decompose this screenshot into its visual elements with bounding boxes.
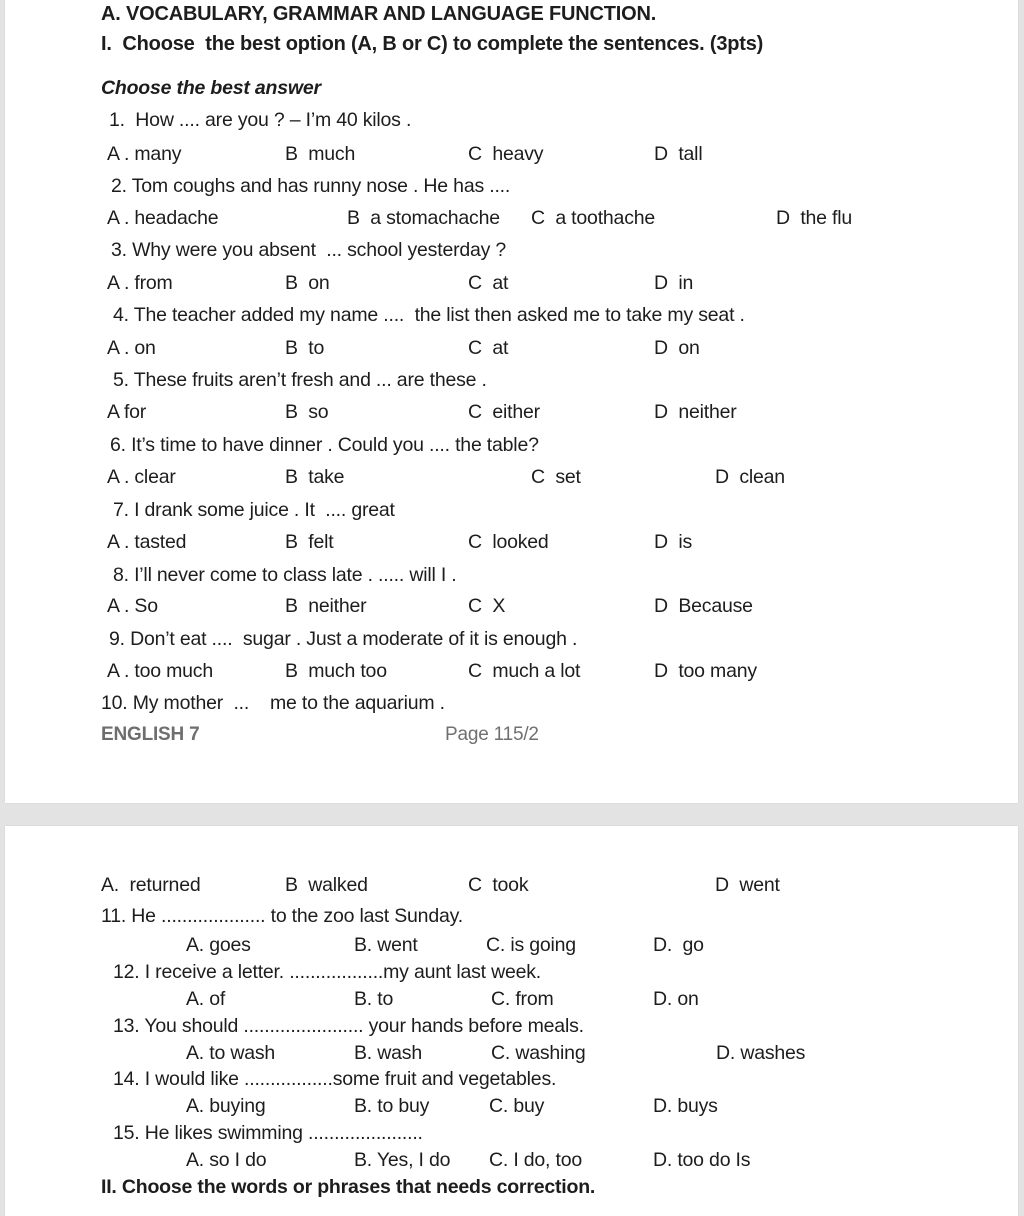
q3-option-c: C at: [468, 272, 509, 294]
q10-option-d: D went: [715, 874, 780, 896]
q13-option-b: B. wash: [354, 1042, 422, 1064]
q6-option-d: D clean: [715, 466, 785, 488]
q14-option-b: B. to buy: [354, 1095, 430, 1117]
q9-option-b: B much too: [285, 660, 387, 682]
q11-option-a: A. goes: [186, 934, 251, 956]
q5-option-b: B so: [285, 401, 329, 423]
q5-option-a: A for: [107, 401, 147, 423]
q2-option-d: D the flu: [776, 207, 853, 229]
q6-option-b: B take: [285, 466, 345, 488]
question-12: 12. I receive a letter. ..................my aunt last week.: [113, 961, 542, 983]
document-page-2: [5, 826, 1018, 1216]
question-13: 13. You should ....................... your hands before meals.: [113, 1015, 584, 1037]
q10-option-a: A. returned: [101, 874, 201, 896]
question-3: 3. Why were you absent ... school yesterday ?: [111, 239, 507, 261]
question-4: 4. The teacher added my name .... the list then asked me to take my seat .: [113, 304, 745, 326]
q4-option-d: D on: [654, 337, 700, 359]
q9-option-a: A . too much: [107, 660, 213, 682]
q4-option-b: B to: [285, 337, 325, 359]
q3-option-d: D in: [654, 272, 694, 294]
q15-option-c: C. I do, too: [489, 1149, 582, 1171]
q12-option-b: B. to: [354, 988, 394, 1010]
q8-option-d: D Because: [654, 595, 753, 617]
document-page-1: [5, 0, 1018, 803]
q1-option-c: C heavy: [468, 143, 544, 165]
question-14: 14. I would like .................some fruit and vegetables.: [113, 1068, 557, 1090]
q13-option-d: D. washes: [716, 1042, 806, 1064]
q11-option-b: B. went: [354, 934, 418, 956]
q7-option-b: B felt: [285, 531, 334, 553]
q4-option-a: A . on: [107, 337, 156, 359]
question-7: 7. I drank some juice . It .... great: [113, 499, 395, 521]
q7-option-a: A . tasted: [107, 531, 187, 553]
q1-option-b: B much: [285, 143, 356, 165]
question-11: 11. He .................... to the zoo last Sunday.: [101, 905, 463, 927]
section-title: A. VOCABULARY, GRAMMAR AND LANGUAGE FUNCTION.: [101, 3, 657, 25]
footer-subject: ENGLISH 7: [101, 724, 200, 745]
q11-option-c: C. is going: [486, 934, 576, 956]
question-1: 1. How .... are you ? – I’m 40 kilos .: [109, 109, 412, 131]
q8-option-c: C X: [468, 595, 506, 617]
q7-option-d: D is: [654, 531, 693, 553]
q14-option-d: D. buys: [653, 1095, 718, 1117]
q12-option-d: D. on: [653, 988, 699, 1010]
q14-option-c: C. buy: [489, 1095, 545, 1117]
q13-option-a: A. to wash: [186, 1042, 276, 1064]
q8-option-b: B neither: [285, 595, 367, 617]
q2-option-c: C a toothache: [531, 207, 656, 229]
question-2: 2. Tom coughs and has runny nose . He has ....: [111, 175, 511, 197]
footer-page-number: Page 115/2: [445, 724, 539, 745]
q2-option-b: B a stomachache: [347, 207, 500, 229]
question-15: 15. He likes swimming ......................: [113, 1122, 423, 1144]
q3-option-a: A . from: [107, 272, 173, 294]
q12-option-a: A. of: [186, 988, 226, 1010]
q3-option-b: B on: [285, 272, 330, 294]
q6-option-c: C set: [531, 466, 581, 488]
q5-option-d: D neither: [654, 401, 737, 423]
question-8: 8. I’ll never come to class late . ..... will I .: [113, 564, 457, 586]
q15-option-a: A. so I do: [186, 1149, 267, 1171]
q10-option-b: B walked: [285, 874, 368, 896]
q1-option-a: A . many: [107, 143, 182, 165]
q13-option-c: C. washing: [491, 1042, 586, 1064]
subheading: Choose the best answer: [101, 77, 321, 99]
question-10: 10. My mother ... me to the aquarium .: [101, 692, 445, 714]
q8-option-a: A . So: [107, 595, 158, 617]
q15-option-b: B. Yes, I do: [354, 1149, 451, 1171]
q1-option-d: D tall: [654, 143, 703, 165]
q9-option-d: D too many: [654, 660, 757, 682]
question-6: 6. It’s time to have dinner . Could you .... the table?: [110, 434, 539, 456]
q10-option-c: C took: [468, 874, 529, 896]
question-5: 5. These fruits aren’t fresh and ... are these .: [113, 369, 487, 391]
q15-option-d: D. too do Is: [653, 1149, 751, 1171]
q6-option-a: A . clear: [107, 466, 176, 488]
q2-option-a: A . headache: [107, 207, 219, 229]
q4-option-c: C at: [468, 337, 509, 359]
q5-option-c: C either: [468, 401, 540, 423]
q11-option-d: D. go: [653, 934, 704, 956]
q9-option-c: C much a lot: [468, 660, 581, 682]
q14-option-a: A. buying: [186, 1095, 266, 1117]
q7-option-c: C looked: [468, 531, 549, 553]
q12-option-c: C. from: [491, 988, 554, 1010]
part-2-title: II. Choose the words or phrases that needs correction.: [101, 1176, 596, 1198]
question-9: 9. Don’t eat .... sugar . Just a moderate of it is enough .: [109, 628, 578, 650]
part-1-title: I. Choose the best option (A, B or C) to complete the sentences. (3pts): [101, 33, 764, 55]
